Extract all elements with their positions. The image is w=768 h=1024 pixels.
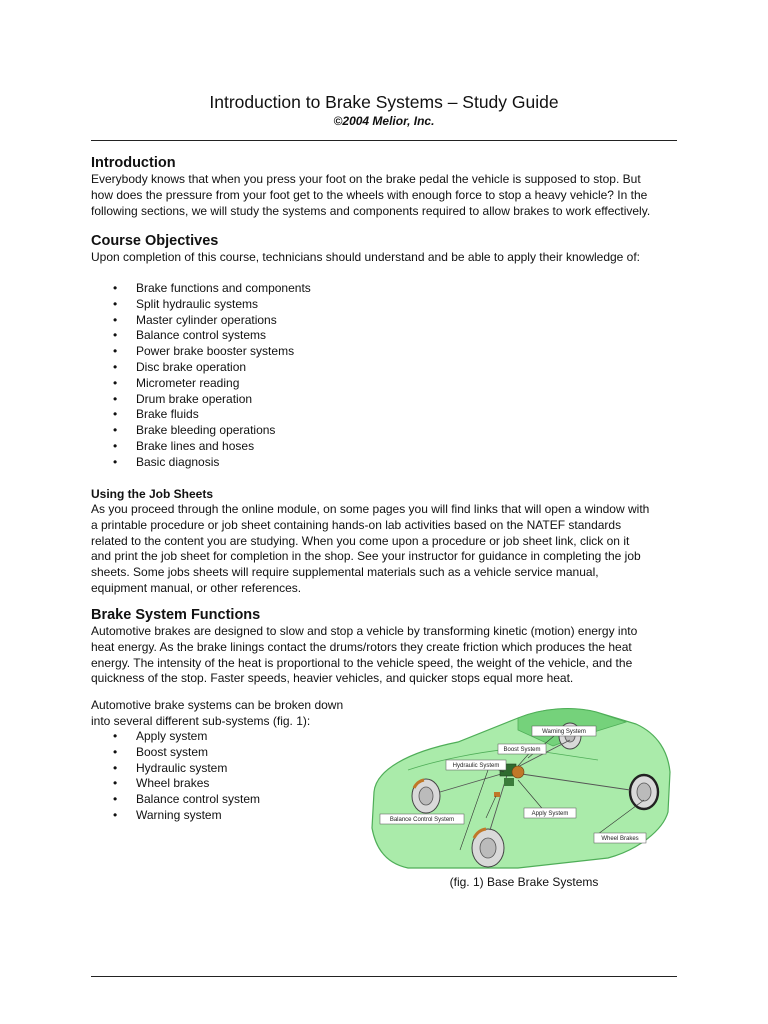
callout-apply [524,808,576,818]
list-item [91,297,311,313]
figure-caption: (fig. 1) Base Brake Systems [449,875,599,889]
text-line: Everybody knows that when you press your foot on the brake pedal the vehicle is supposed to stop. But [91,172,641,186]
list-item-text: Basic diagnosis [136,454,220,469]
car-illustration [372,709,670,868]
list-item [91,360,311,376]
list-item [91,392,311,408]
front-left-wheel [412,779,440,813]
introduction-text [91,172,681,219]
list-item-text: Balance control system [136,792,261,807]
callout-warning-label: Warning System [542,729,586,735]
list-item-text: Drum brake operation [136,391,253,406]
callout-boost [498,744,546,754]
bullet-icon: • [113,744,118,759]
job-sheets-text [91,502,681,597]
text-line: a printable procedure or job sheet containing hands-on lab activities based on the NATEF standards [91,517,622,532]
objectives-heading: Course Objectives [91,233,219,249]
bullet-icon: • [113,792,118,807]
balance-valve [494,792,500,797]
header-divider [91,140,677,141]
list-item-text: Boost system [136,744,209,759]
callout-apply-label: Apply System [531,811,569,817]
text-line: and print the job sheet for completion in the shop. See your instructor for guidance in completing the job [91,549,641,564]
page-title: Introduction to Brake Systems – Study Guide [209,92,559,112]
text-line: energy. The intensity of the heat is proportional to the vehicle speed, the weight of the vehicle, and the [91,655,633,670]
objectives-intro: Upon completion of this course, technicians should understand and be able to apply their knowledge of: [91,250,641,264]
list-item [91,328,311,344]
list-item [91,745,260,761]
text-line: into several different sub-systems (fig. 1): [91,713,311,728]
footer-divider [91,976,677,977]
list-item [91,344,311,360]
bullet-icon: • [113,438,118,453]
introduction-heading: Introduction [91,155,176,171]
functions-heading: Brake System Functions [91,607,261,623]
list-item-text: Split hydraulic systems [136,296,259,311]
list-item-text: Brake bleeding operations [136,423,276,438]
bullet-icon: • [113,423,118,438]
text-line: Automotive brakes are designed to slow and stop a vehicle by transforming kinetic (motion) energy into [91,624,638,638]
bullet-icon: • [113,391,118,406]
callout-warning [532,726,596,736]
list-item [91,439,311,455]
objectives-list [91,281,311,471]
list-item-text: Apply system [136,729,208,743]
text-line: how does the pressure from your foot get to the wheels with enough force to stop a heavy vehicle? In the [91,187,648,202]
rear-right-wheel [630,775,658,809]
list-item [91,455,311,471]
bullet-icon: • [113,344,118,359]
list-item [91,792,260,808]
callout-hydraulic [446,760,506,770]
list-item-text: Balance control systems [136,328,267,343]
job-sheets-heading: Using the Job Sheets [91,487,214,501]
text-line: sheets. Some jobs sheets will require supplemental materials such as a vehicle service manual, [91,565,599,580]
list-item [91,808,260,824]
bullet-icon: • [113,807,118,822]
bullet-icon: • [113,454,118,469]
list-item-text: Brake fluids [136,407,199,422]
list-item-text: Brake lines and hoses [136,438,255,453]
bullet-icon: • [113,296,118,311]
list-item-text: Master cylinder operations [136,312,277,327]
text-line: heat energy. As the brake linings contact the drums/rotors they create friction which produces the heat [91,639,632,654]
text-line: Automotive brake systems can be broken down [91,698,344,712]
bullet-icon: • [113,407,118,422]
bullet-icon: • [113,359,118,374]
brake-systems-figure [368,700,680,870]
subsystems-intro [91,698,366,730]
text-line: As you proceed through the online module, on some pages you will find links that will open a window with [91,502,650,516]
list-item [91,761,260,777]
list-item-text: Power brake booster systems [136,344,295,359]
text-line: related to the content you are studying. When you come upon a procedure or job sheet link, click on it [91,533,630,548]
list-item-text: Warning system [136,807,222,822]
callout-wheel-label: Wheel Brakes [601,836,639,842]
list-item [91,407,311,423]
functions-text [91,624,681,687]
list-item [91,313,311,329]
list-item [91,776,260,792]
bullet-icon: • [113,375,118,390]
text-line: following sections, we will study the systems and components required to allow brakes to work effectively. [91,203,651,218]
subsystems-list [91,729,260,824]
bullet-icon: • [113,760,118,775]
list-item-text: Disc brake operation [136,359,247,374]
list-item-text: Micrometer reading [136,375,240,390]
front-right-wheel [472,829,504,867]
list-item [91,281,311,297]
bullet-icon: • [113,328,118,343]
list-item-text: Brake functions and components [136,281,311,295]
list-item-text: Hydraulic system [136,760,228,775]
callout-hydraulic-label: Hydraulic System [452,763,500,769]
copyright-line: ©2004 Melior, Inc. [333,114,435,128]
bullet-icon: • [113,776,118,791]
list-item [91,423,311,439]
text-line: equipment manual, or other references. [91,580,302,595]
callout-wheel [594,833,646,843]
bullet-icon: • [113,729,118,743]
list-item [91,729,260,745]
callout-balance [380,814,464,824]
callout-boost-label: Boost System [503,747,541,753]
text-line: quickness of the stop. Faster speeds, heavier vehicles, and quicker stops equal more heat. [91,671,574,686]
bullet-icon: • [113,312,118,327]
list-item-text: Wheel brakes [136,776,210,791]
callout-balance-label: Balance Control System [389,817,455,823]
list-item [91,376,311,392]
bullet-icon: • [113,281,118,295]
